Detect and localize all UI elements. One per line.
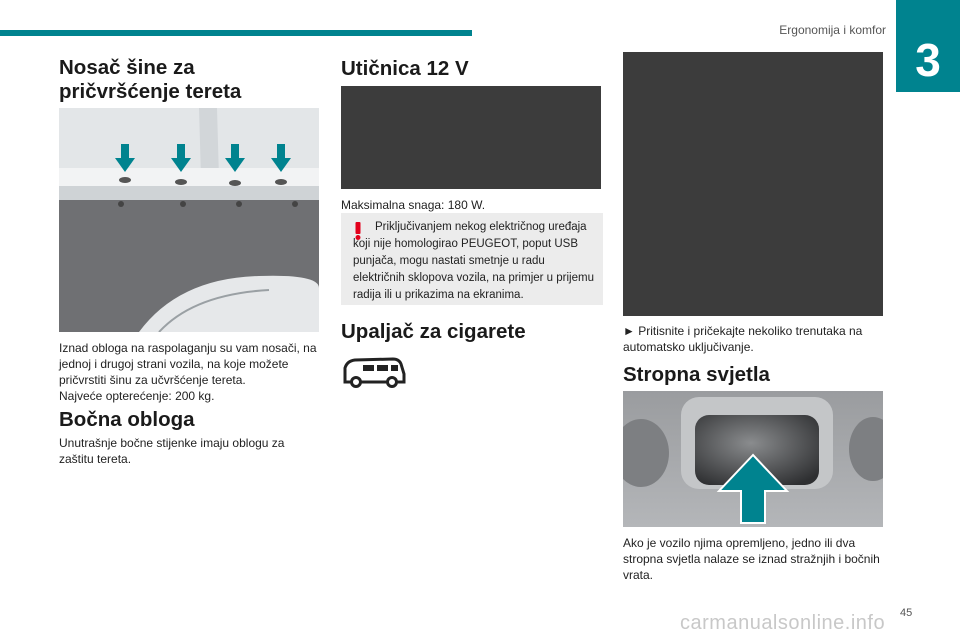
- ceiling-light-image: [623, 391, 883, 527]
- heading-bocna: Bočna obloga: [59, 408, 195, 431]
- heading-nosac: Nosač šine za pričvršćenje tereta: [59, 56, 242, 103]
- max-power-text: Maksimalna snaga: 180 W.: [341, 198, 486, 212]
- page-number: 45: [900, 607, 913, 619]
- nosac-text: Iznad obloga na raspolaganju su vam nosači, na jednoj i drugoj strani vozila, na koje možete pričvrstiti šinu za učvršćenje tereta.: [59, 341, 317, 387]
- warning-box: [341, 213, 603, 305]
- van-icon: [341, 356, 407, 388]
- socket-image: [341, 86, 601, 189]
- stropna-text: Ako je vozilo njima opremljeno, jedno ili dva stropna svjetla nalaze se iznad stražnjih i bočnih vrata.: [623, 536, 880, 582]
- press-instruction-text: ► Pritisnite i pričekajte nekoliko trenutaka na automatsko uključivanje.: [623, 324, 863, 354]
- cigarette-lighter-image: [623, 52, 883, 316]
- section-title: Ergonomija i komfor: [779, 23, 886, 37]
- heading-stropna: Stropna svjetla: [623, 363, 770, 386]
- heading-uticnica: Utičnica 12 V: [341, 57, 469, 80]
- header-accent-bar: [0, 30, 472, 36]
- heading-upaljac: Upaljač za cigarete: [341, 320, 526, 343]
- chapter-tab: 3: [896, 0, 960, 92]
- cargo-rail-image: [59, 108, 319, 332]
- watermark: carmanualsonline.info: [680, 612, 886, 634]
- max-load-text: Najveće opterećenje: 200 kg.: [59, 389, 215, 403]
- nosac-description: [59, 340, 321, 404]
- warning-text: Priključivanjem nekog električnog uređaja koji nije homologirao PEUGEOT, poput USB punjača, mogu nastati smetnje u radu električnih sklopova vozila, na primjer u prijemu radija ili u prikazima na ekranima.: [353, 221, 594, 301]
- bocna-text: Unutrašnje bočne stijenke imaju oblogu za zaštitu tereta.: [59, 436, 285, 466]
